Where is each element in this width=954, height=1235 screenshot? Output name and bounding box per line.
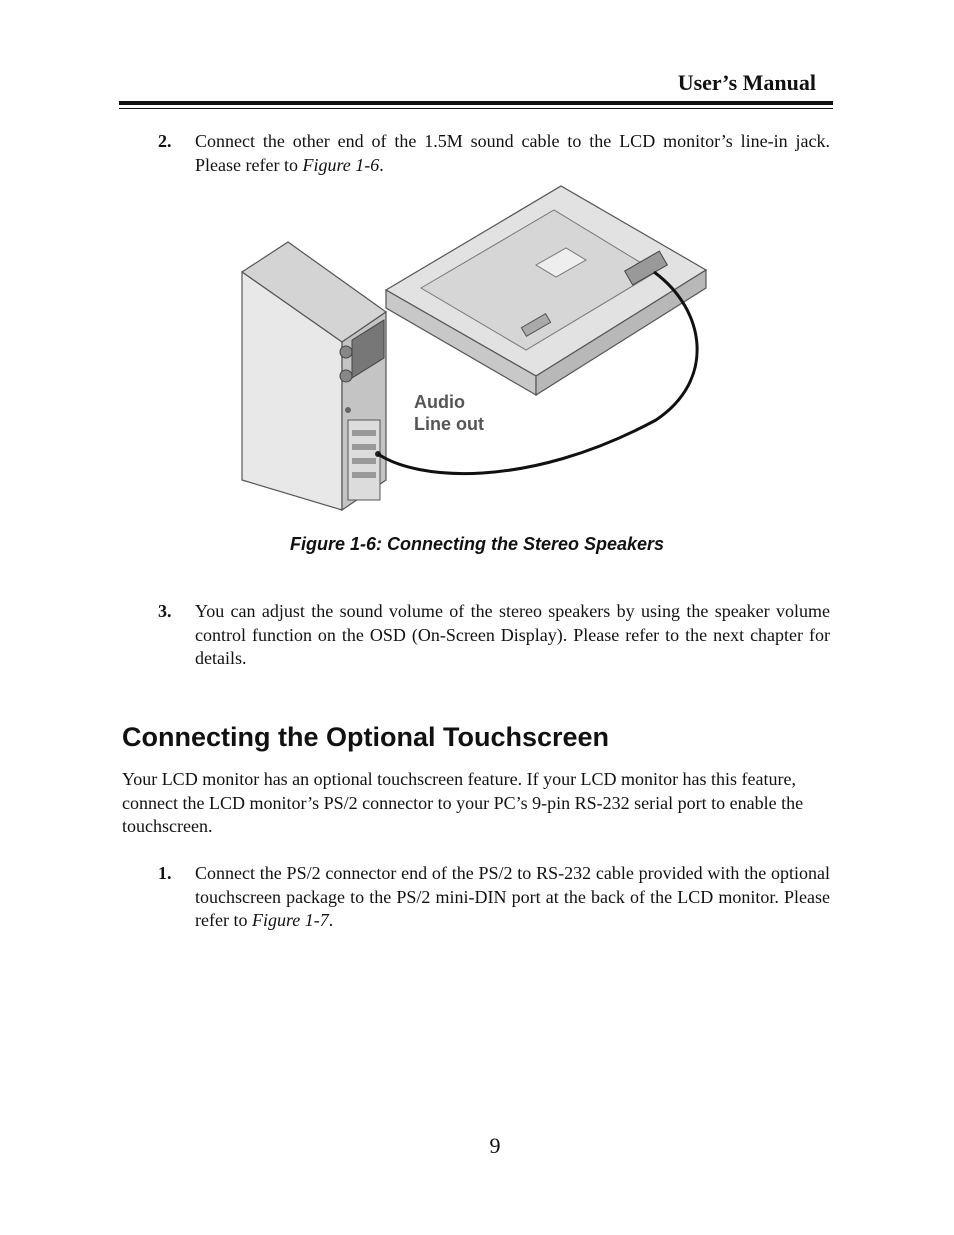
section-paragraph: Your LCD monitor has an optional touchscreen feature. If your LCD monitor has this feature, connect the LCD monitor’s PS/2 connector to your PC’s 9-pin RS-232 serial port to enable the touchscreen. <box>122 769 804 836</box>
running-header-title: User’s Manual <box>677 70 816 95</box>
step-2 <box>158 130 830 177</box>
figure-reference: Figure 1-7 <box>251 910 329 930</box>
header-rule-thin <box>119 108 833 109</box>
step-3 <box>158 600 830 671</box>
figure-connection-illustration <box>236 180 716 515</box>
step-text <box>195 862 830 933</box>
callout-line-out: Line out <box>414 414 484 434</box>
step-tail: . <box>328 910 334 930</box>
page-number: 9 <box>489 1133 501 1158</box>
figure-caption: Figure 1-6: Connecting the Stereo Speakers <box>289 534 665 554</box>
step-body: Connect the PS/2 connector end of the PS/2 to RS-232 cable provided with the optional touchscreen package to the PS/2 mini-DIN port at the back of the LCD monitor. Please refer to <box>195 863 830 930</box>
pc-port-icon <box>345 407 351 413</box>
step-body: Connect the other end of the 1.5M sound cable to the LCD monitor’s line-in jack. Please refer to <box>195 131 830 175</box>
figure-reference: Figure 1-6 <box>302 154 380 175</box>
step-tail: . <box>379 154 384 175</box>
pc-knob-icon <box>340 370 352 382</box>
pc-slot <box>352 444 376 450</box>
header-rule-thick <box>119 101 833 105</box>
pc-knob-icon <box>340 346 352 358</box>
step-number: 3. <box>158 601 172 621</box>
step-text: You can adjust the sound volume of the stereo speakers by using the speaker volume control function on the OSD (On-Screen Display). Please refer to the next chapter for details. <box>195 601 830 668</box>
pc-slot <box>352 458 376 464</box>
pc-monitor-illustration <box>236 180 716 515</box>
pc-slot <box>352 472 376 478</box>
step-1 <box>158 862 830 933</box>
callout-audio: Audio <box>414 392 465 412</box>
pc-slot <box>352 430 376 436</box>
step-number: 1. <box>158 863 172 883</box>
section-heading: Connecting the Optional Touchscreen <box>122 722 610 752</box>
step-text <box>195 130 830 177</box>
step-number: 2. <box>158 131 172 151</box>
